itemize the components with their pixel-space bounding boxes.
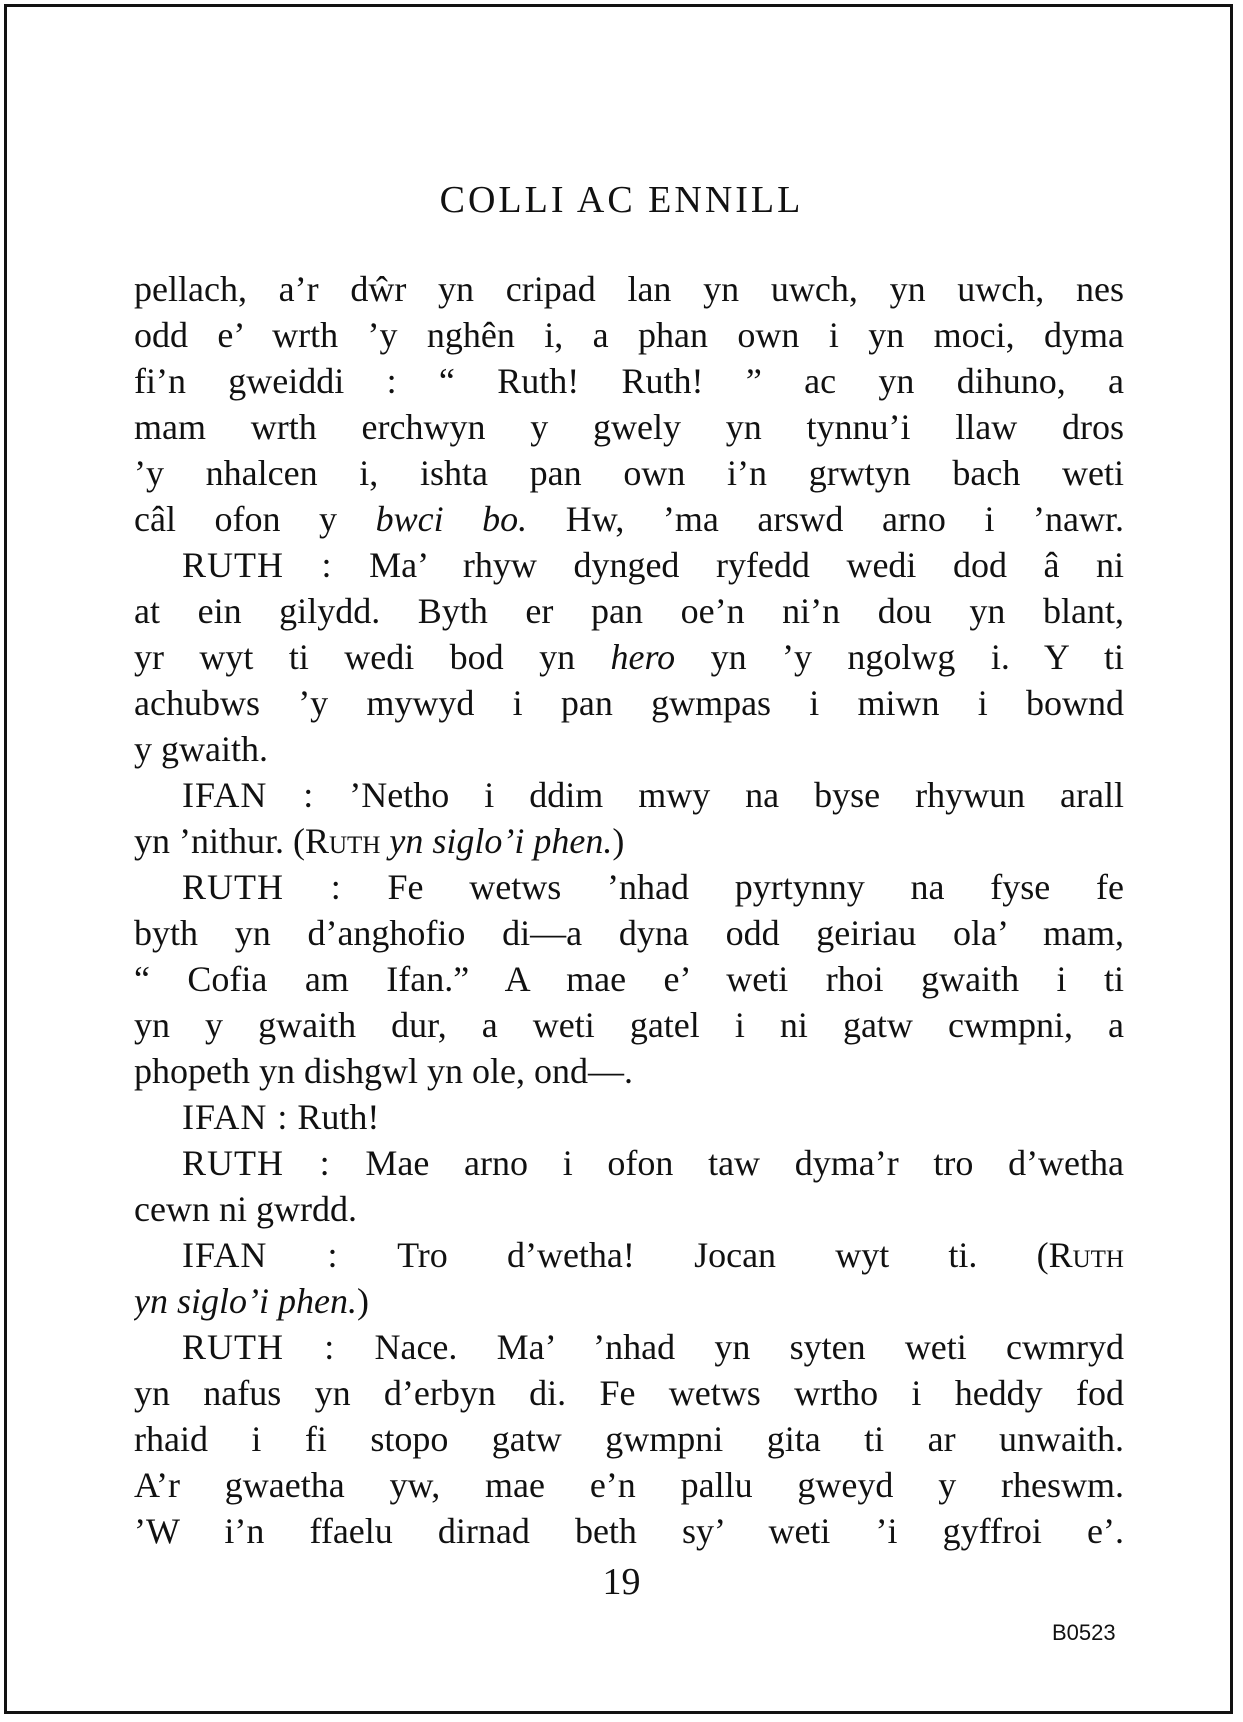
text-line xyxy=(134,1278,1124,1324)
body-text xyxy=(134,266,1124,1554)
text-line xyxy=(134,1324,1124,1370)
text-segment: “ Cofia am Ifan.” A mae e’ weti rhoi gwaith i ti xyxy=(134,959,1124,999)
text-line xyxy=(134,496,1124,542)
text-segment: yn y gwaith dur, a weti gatel i ni gatw cwmpni, a xyxy=(134,1005,1124,1045)
text-line xyxy=(134,358,1124,404)
text-segment: Fe wetws ’nhad pyrtynny na fyse fe xyxy=(341,867,1124,907)
text-segment: pellach, a’r dŵr yn cripad lan yn uwch, yn uwch, nes xyxy=(134,269,1124,309)
running-head: COLLI AC ENNILL xyxy=(439,179,804,221)
text-segment: yn ’nithur. ( xyxy=(134,821,305,861)
text-line xyxy=(134,588,1124,634)
text-segment: phopeth yn dishgwl yn ole, ond—. xyxy=(134,1051,633,1091)
speaker-name: IFAN : xyxy=(182,1235,339,1275)
text-segment: A’r gwaetha yw, mae e’n pallu gweyd y rheswm. xyxy=(134,1465,1124,1505)
speaker-name: RUTH : xyxy=(182,1143,331,1183)
small-caps-text: Ruth xyxy=(304,821,381,861)
text-line xyxy=(134,266,1124,312)
text-line xyxy=(134,956,1124,1002)
text-line xyxy=(134,450,1124,496)
text-segment: at ein gilydd. Byth er pan oe’n ni’n dou yn blant, xyxy=(134,591,1124,631)
text-segment: Mae arno i ofon taw dyma’r tro d’wetha xyxy=(330,1143,1124,1183)
text-segment: Hw, ’ma arswd arno i ’nawr. xyxy=(527,499,1124,539)
text-line xyxy=(134,1508,1124,1554)
text-line xyxy=(134,634,1124,680)
text-segment: ’Netho i ddim mwy na byse rhywun arall xyxy=(314,775,1124,815)
text-line xyxy=(134,680,1124,726)
text-segment: Ma’ rhyw dynged ryfedd wedi dod â ni xyxy=(332,545,1124,585)
catalog-code: B0523 xyxy=(1052,1620,1116,1645)
italic-text: yn siglo’i phen. xyxy=(389,821,613,861)
small-caps-text: Ruth xyxy=(1048,1235,1124,1275)
text-segment: fi’n gweiddi : “ Ruth! Ruth! ” ac yn dihuno, a xyxy=(134,361,1124,401)
text-segment: byth yn d’anghofio di—a dyna odd geiriau ola’ mam, xyxy=(134,913,1124,953)
text-line xyxy=(134,1094,1124,1140)
text-segment: câl ofon y xyxy=(134,499,376,539)
text-line xyxy=(134,1186,1124,1232)
text-line xyxy=(134,910,1124,956)
text-segment: yr wyt ti wedi bod yn xyxy=(134,637,611,677)
text-line xyxy=(134,404,1124,450)
text-segment: odd e’ wrth ’y nghên i, a phan own i yn moci, dyma xyxy=(134,315,1124,355)
text-segment: Tro d’wetha! Jocan wyt ti. ( xyxy=(338,1235,1049,1275)
text-segment: ) xyxy=(356,1281,369,1321)
text-segment: y gwaith. xyxy=(134,729,268,769)
text-line xyxy=(134,1416,1124,1462)
text-line xyxy=(134,1462,1124,1508)
text-line xyxy=(134,818,1124,864)
text-segment: yn ’y ngolwg i. Y ti xyxy=(675,637,1124,677)
text-line xyxy=(134,1002,1124,1048)
text-line xyxy=(134,1370,1124,1416)
speaker-name: IFAN : xyxy=(182,1097,289,1137)
text-line xyxy=(134,1232,1124,1278)
italic-text: bwci bo. xyxy=(375,499,528,539)
text-segment: ’W i’n ffaelu dirnad beth sy’ weti ’i gyffroi e’. xyxy=(134,1511,1124,1551)
speaker-name: RUTH : xyxy=(182,545,333,585)
text-line xyxy=(134,542,1124,588)
text-segment: Ruth! xyxy=(288,1097,380,1137)
speaker-name: RUTH : xyxy=(182,867,342,907)
text-segment: yn nafus yn d’erbyn di. Fe wetws wrtho i heddy fod xyxy=(134,1373,1124,1413)
text-line xyxy=(134,1140,1124,1186)
text-segment: mam wrth erchwyn y gwely yn tynnu’i llaw dros xyxy=(134,407,1124,447)
text-segment: ) xyxy=(612,821,625,861)
speaker-name: IFAN : xyxy=(182,775,315,815)
speaker-name: RUTH : xyxy=(182,1327,336,1367)
text-line xyxy=(134,864,1124,910)
text-line xyxy=(134,312,1124,358)
text-line xyxy=(134,726,1124,772)
text-segment: rhaid i fi stopo gatw gwmpni gita ti ar unwaith. xyxy=(134,1419,1124,1459)
text-segment: cewn ni gwrdd. xyxy=(134,1189,357,1229)
text-line xyxy=(134,1048,1124,1094)
text-segment: Nace. Ma’ ’nhad yn syten weti cwmryd xyxy=(335,1327,1124,1367)
italic-text: yn siglo’i phen. xyxy=(134,1281,357,1321)
text-segment: ’y nhalcen i, ishta pan own i’n grwtyn bach weti xyxy=(134,453,1124,493)
italic-text: hero xyxy=(610,637,676,677)
page-number: 19 xyxy=(602,1561,641,1603)
text-segment: achubws ’y mywyd i pan gwmpas i miwn i bownd xyxy=(134,683,1124,723)
text-line xyxy=(134,772,1124,818)
